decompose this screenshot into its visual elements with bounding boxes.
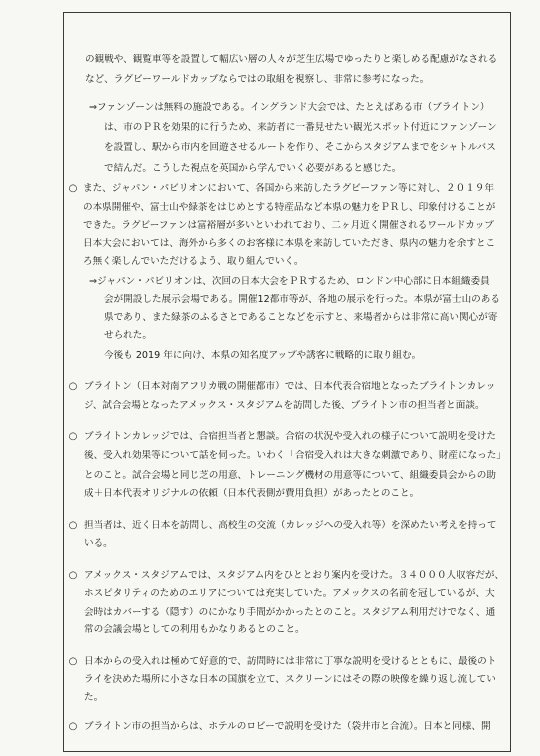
text-line: 常の会議会場としての利用もかなりあるとのこと。 xyxy=(84,624,305,635)
text-line: ジ、試合会場となったアメックス・スタジアムを訪問した後、ブライトン市の担当者と面談。 xyxy=(84,400,485,411)
text-line: とのこと。試合会場と同じ芝の用意、トレーニング機材の用意等について、組織委員会からの助 xyxy=(84,470,496,481)
text-line: 成＋日本代表オリジナルの依頼（日本代表側が費用負担）があったとのこと。 xyxy=(84,488,420,499)
bullet-marker: ○ xyxy=(68,656,78,667)
text-line: 後、受入れ効果等について話を伺った。いわく「合宿受入れは大きな刺激であり、財産になった」 xyxy=(84,450,506,461)
text-line: ⇒ジャパン・パビリオンは、次回の日本大会をＰＲするため、ロンドン中心部に日本組織委員 xyxy=(89,276,490,287)
bullet-marker: ○ xyxy=(68,183,78,194)
text-line: 日本からの受入れは極めて好意的で、訪問時には非常に丁寧な説明を受けるとともに、最後のト xyxy=(84,656,497,667)
text-line: 県であり、また緑茶のふるさとであることなどを示すと、来場者からは非常に高い関心が寄 xyxy=(104,312,498,323)
text-line: で結んだ。こうした視点を英国から学んでいく必要があると感じた。 xyxy=(104,163,402,174)
text-line: ライを決めた場所に小さな日本の国旗を立て、スクリーンにはその際の映像を繰り返し流してい xyxy=(84,674,496,685)
text-line: ろ無く楽しんでいただけるよう、取り組んでいく。 xyxy=(83,256,304,267)
text-line: また、ジャパン・パビリオンにおいて、各国から来訪したラグビーファン等に対し、２０１９年 xyxy=(83,183,494,194)
bullet-marker: ○ xyxy=(68,381,78,392)
text-line: の観戦や、観覧車等を設置して幅広い層の人々が芝生広場でゆったりと楽しめる配慮がなされる xyxy=(85,54,498,65)
text-line: アメックス・スタジアムでは、スタジアム内をひととおり案内を受けた。３４０００人収容だが、 xyxy=(84,570,505,581)
text-line: ホスピタリティのためのエリアについては充実していた。アメックスの名前を冠しているが、大 xyxy=(84,588,495,599)
text-line: 会時はカバーする（隠す）のにかなり手間がかかったとのこと。スタジアム利用だけでなく、通 xyxy=(84,607,496,618)
text-line: た。 xyxy=(84,692,104,703)
text-line: ブライトン（日本対南アフリカ戦の開催都市）では、日本代表合宿地となったブライトンカレッ xyxy=(84,381,496,392)
text-line: ブライトン市の担当からは、ホテルのロビーで説明を受けた（袋井市と合流）。日本と同様、開 xyxy=(84,721,491,732)
text-line: ブライトンカレッジでは、合宿担当者と懇談。合宿の状況や受入れの様子について説明を受けた xyxy=(84,431,496,442)
text-line: 今後も 2019 年に向け、本県の知名度アップや誘客に戦略的に取り組む。 xyxy=(104,350,422,361)
text-line: を設置し、駅から市内を回遊させるルートを作り、そこからスタジアムまでをシャトルバス xyxy=(104,142,496,153)
bullet-marker: ○ xyxy=(68,721,78,732)
text-line: いる。 xyxy=(84,538,113,549)
text-line: など、ラグビーワールドカップならではの取組を視察し、非常に参考になった。 xyxy=(85,74,430,85)
text-line: 日本大会においては、海外から多くのお客様に本県を来訪していただき、県内の魅力を余すとこ xyxy=(83,238,496,249)
text-line: できた。ラグビーファンは富裕層が多いといわれており、二ヶ月近く開催されるワールドカップ xyxy=(83,220,494,231)
text-line: の本県開催や、富士山や緑茶をはじめとする特産品など本県の魅力をＰＲし、印象付けることが xyxy=(83,202,496,213)
text-line: 担当者は、近く日本を訪問し、高校生の交流（カレッジへの受入れ等）を深めたい考えを持って xyxy=(84,520,497,531)
bullet-marker: ○ xyxy=(68,431,78,442)
text-line: せられた。 xyxy=(104,330,152,341)
text-line: ⇒ファンゾーンは無料の施設である。イングランド大会では、たとえばある市（ブライトン） xyxy=(89,102,490,113)
text-line: は、市のＰＲを効果的に行うため、来訪者に一番見せたい観光スポット付近にファンゾーン xyxy=(104,122,497,133)
text-line: 会が開設した展示会場である。開催12都市等が、各地の展示を行った。本県が富士山のある xyxy=(104,294,500,305)
bullet-marker: ○ xyxy=(68,520,78,531)
bullet-marker: ○ xyxy=(68,570,78,581)
